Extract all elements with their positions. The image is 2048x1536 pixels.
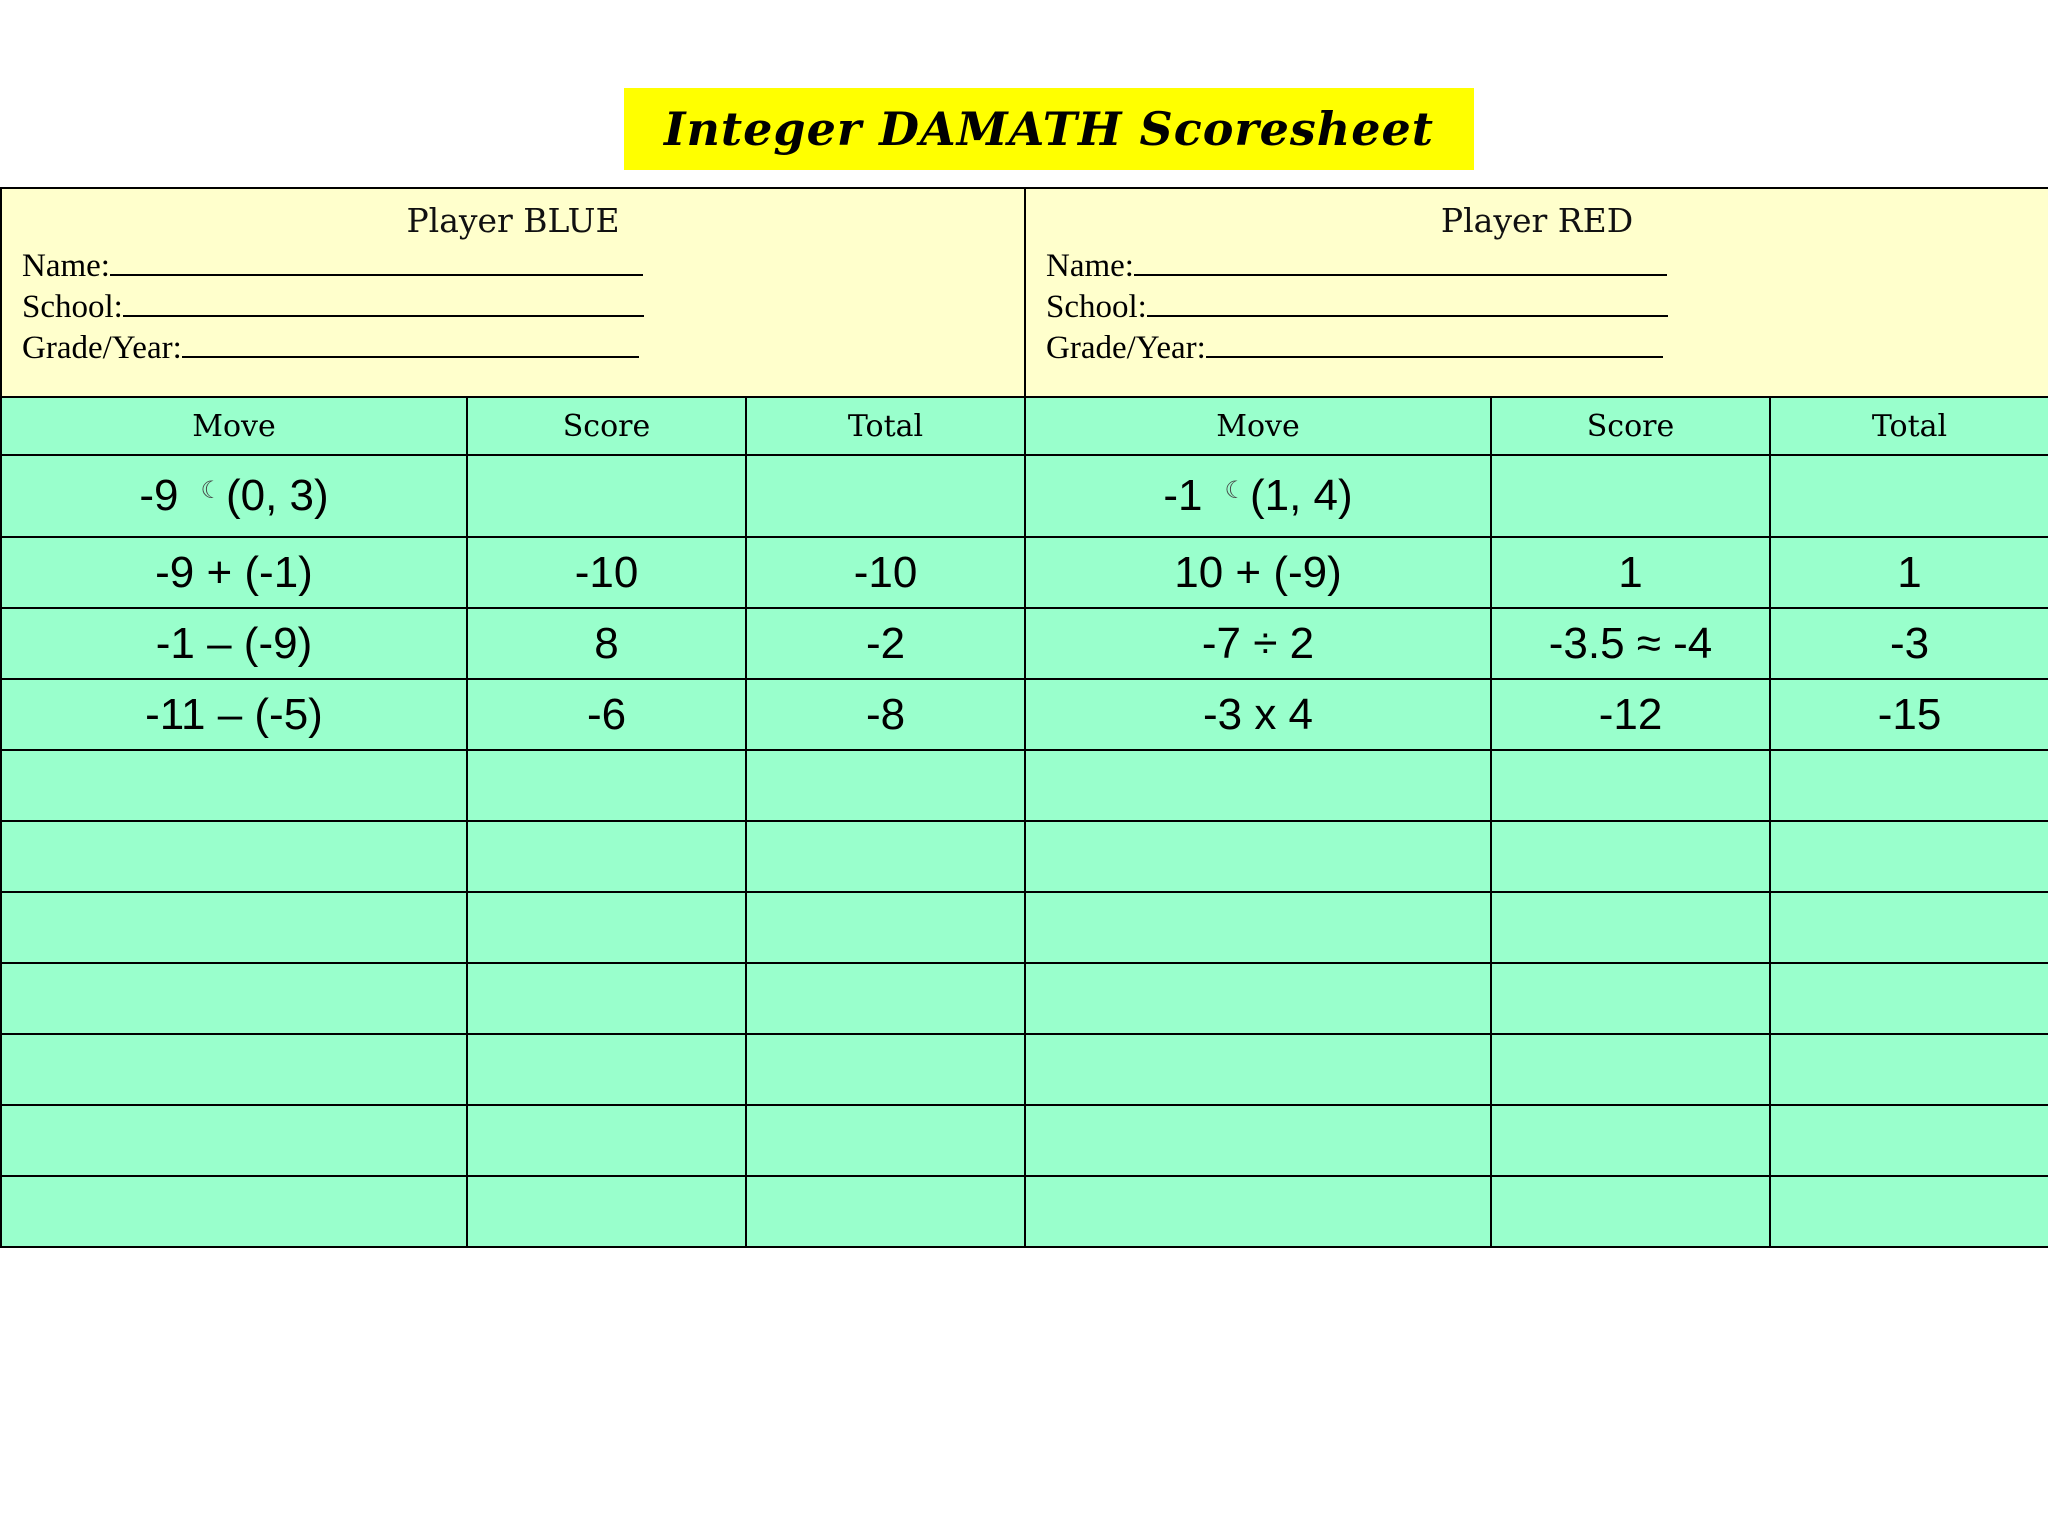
header-red-score: Score [1491,397,1770,455]
player-red-grade-line[interactable] [1046,326,2048,367]
red-total-cell[interactable] [1770,821,2048,892]
moon-icon: ☾ [200,476,222,504]
table-row [1,963,2048,1034]
red-opening-score[interactable] [1491,455,1770,537]
blue-score-cell[interactable] [467,821,746,892]
player-red-title: Player RED [1440,201,1634,240]
school-field[interactable] [123,285,644,317]
table-row [1,821,2048,892]
blue-score-cell[interactable]: -10 [467,537,746,608]
blue-score-cell[interactable]: -6 [467,679,746,750]
red-move-cell[interactable] [1025,892,1491,963]
red-total-cell[interactable] [1770,1176,2048,1247]
blue-move-cell[interactable]: -1 – (-9) [1,608,467,679]
blue-total-cell[interactable]: -8 [746,679,1025,750]
blue-score-cell[interactable] [467,1105,746,1176]
blue-move-cell[interactable] [1,892,467,963]
grade-field[interactable] [1206,326,1663,358]
red-score-cell[interactable] [1491,821,1770,892]
name-field[interactable] [110,244,643,276]
red-score-cell[interactable]: -12 [1491,679,1770,750]
player-blue-school-line[interactable] [22,285,1024,326]
table-row [1,1034,2048,1105]
red-score-cell[interactable] [1491,1034,1770,1105]
school-label: School: [1046,289,1147,325]
red-total-cell[interactable] [1770,963,2048,1034]
table-row [1,679,2048,750]
name-label: Name: [22,248,110,284]
player-blue-name-line[interactable] [22,244,1024,285]
red-move-cell[interactable] [1025,821,1491,892]
table-row [1,750,2048,821]
blue-score-cell[interactable] [467,750,746,821]
red-opening-move[interactable] [1025,455,1491,537]
red-move-cell[interactable]: -3 x 4 [1025,679,1491,750]
column-header-row [1,397,2048,455]
blue-total-cell[interactable]: -2 [746,608,1025,679]
blue-score-cell[interactable] [467,1176,746,1247]
red-opening-total[interactable] [1770,455,2048,537]
title-banner [624,88,1474,170]
grade-field[interactable] [182,326,639,358]
school-label: School: [22,289,123,325]
player-blue-title: Player BLUE [406,201,620,240]
red-score-cell[interactable] [1491,1176,1770,1247]
red-score-cell[interactable]: 1 [1491,537,1770,608]
page-title: Integer DAMATH Scoresheet [663,102,1435,156]
table-row [1,1176,2048,1247]
grade-label: Grade/Year: [1046,330,1206,366]
red-move-cell[interactable] [1025,963,1491,1034]
table-row [1,608,2048,679]
grade-label: Grade/Year: [22,330,182,366]
blue-score-cell[interactable] [467,1034,746,1105]
blue-opening-piece: -9 [139,471,179,520]
red-score-cell[interactable] [1491,892,1770,963]
school-field[interactable] [1147,285,1668,317]
table-row [1,537,2048,608]
red-total-cell[interactable] [1770,750,2048,821]
red-score-cell[interactable] [1491,963,1770,1034]
blue-move-cell[interactable] [1,750,467,821]
red-total-cell[interactable] [1770,892,2048,963]
blue-move-cell[interactable] [1,1176,467,1247]
red-total-cell[interactable] [1770,1034,2048,1105]
red-total-cell[interactable]: 1 [1770,537,2048,608]
blue-move-cell[interactable]: -11 – (-5) [1,679,467,750]
red-score-cell[interactable]: -3.5 ≈ -4 [1491,608,1770,679]
blue-move-cell[interactable] [1,1034,467,1105]
header-blue-score: Score [467,397,746,455]
blue-total-cell[interactable] [746,1105,1025,1176]
blue-move-cell[interactable]: -9 + (-1) [1,537,467,608]
red-total-cell[interactable] [1770,1105,2048,1176]
header-red-total: Total [1770,397,2048,455]
player-red-info [1025,188,2048,397]
name-field[interactable] [1134,244,1667,276]
header-red-move: Move [1025,397,1491,455]
red-move-cell[interactable]: -7 ÷ 2 [1025,608,1491,679]
blue-move-cell[interactable] [1,963,467,1034]
player-blue-info [1,188,1025,397]
blue-score-cell[interactable] [467,892,746,963]
table-row [1,892,2048,963]
scoresheet-table [0,187,2048,1248]
blue-opening-total[interactable] [746,455,1025,537]
table-row [1,1105,2048,1176]
player-red-school-line[interactable] [1046,285,2048,326]
blue-total-cell[interactable] [746,963,1025,1034]
blue-move-cell[interactable] [1,821,467,892]
player-blue-grade-line[interactable] [22,326,1024,367]
red-opening-piece: -1 [1163,471,1203,520]
red-move-cell[interactable] [1025,750,1491,821]
red-move-cell[interactable] [1025,1105,1491,1176]
red-move-cell[interactable]: 10 + (-9) [1025,537,1491,608]
opening-move-row [1,455,2048,537]
header-blue-move: Move [1,397,467,455]
blue-total-cell[interactable] [746,892,1025,963]
name-label: Name: [1046,248,1134,284]
red-total-cell[interactable]: -15 [1770,679,2048,750]
red-total-cell[interactable]: -3 [1770,608,2048,679]
red-move-cell[interactable] [1025,1176,1491,1247]
blue-opening-score[interactable] [467,455,746,537]
move-rows [1,537,2048,1247]
header-blue-total: Total [746,397,1025,455]
red-move-cell[interactable] [1025,1034,1491,1105]
blue-total-cell[interactable]: -10 [746,537,1025,608]
blue-opening-move[interactable] [1,455,467,537]
red-score-cell[interactable] [1491,750,1770,821]
blue-total-cell[interactable] [746,750,1025,821]
red-score-cell[interactable] [1491,1105,1770,1176]
player-info-row [1,188,2048,397]
blue-score-cell[interactable]: 8 [467,608,746,679]
moon-icon: ☾ [1224,476,1246,504]
blue-opening-position: (0, 3) [225,471,329,520]
blue-total-cell[interactable] [746,1034,1025,1105]
blue-score-cell[interactable] [467,963,746,1034]
red-opening-position: (1, 4) [1249,471,1353,520]
player-red-name-line[interactable] [1046,244,2048,285]
blue-move-cell[interactable] [1,1105,467,1176]
blue-total-cell[interactable] [746,1176,1025,1247]
blue-total-cell[interactable] [746,821,1025,892]
